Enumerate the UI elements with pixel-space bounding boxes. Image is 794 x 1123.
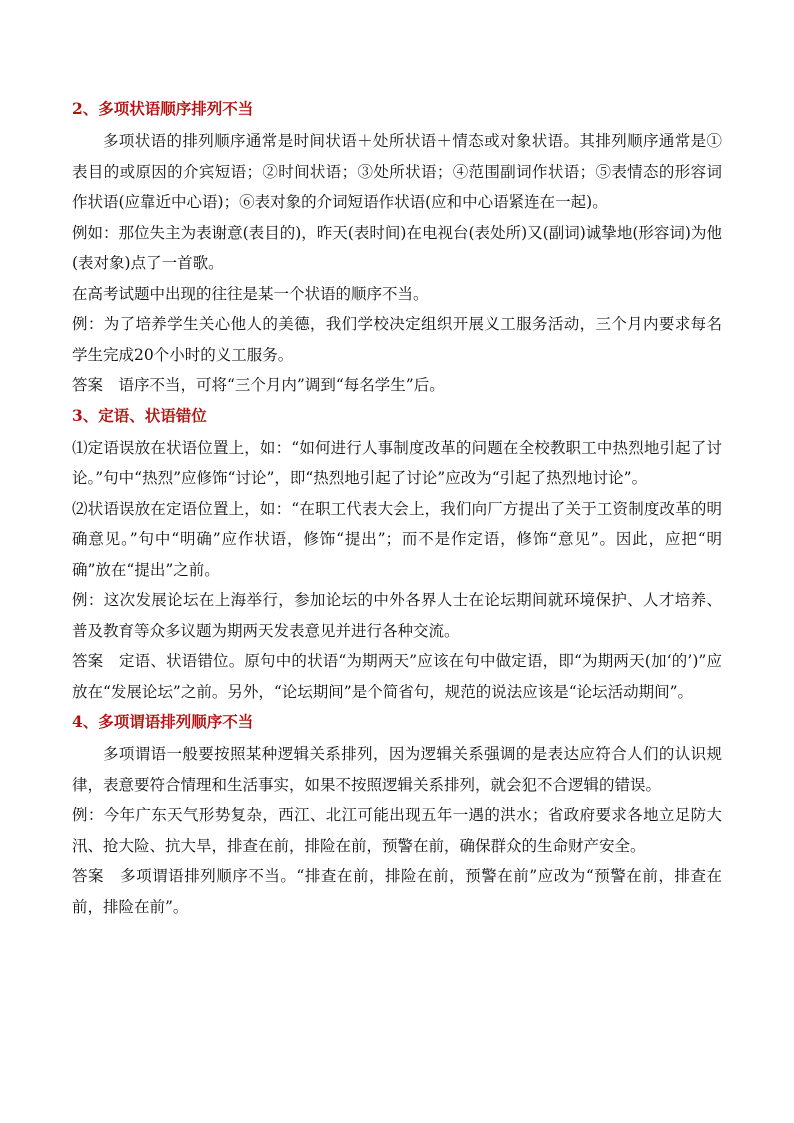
section-3-example: 例：这次发展论坛在上海举行，参加论坛的中外各界人士在论坛期间就环境保护、人才培养、普及教育等众多议题为期两天发表意见并进行各种交流。 (72, 591, 722, 640)
section-4-intro: 多项谓语一般要按照某种逻辑关系排列，因为逻辑关系强调的是表达应符合人们的认识规律，表意要符合情理和生活事实，如果不按照逻辑关系排列，就会犯不合逻辑的错误。 (72, 745, 722, 794)
section-3-point-2: ⑵状语误放在定语位置上，如：“在职工代表大会上，我们向厂方提出了关于工资制度改革的明确意见。”句中“明确”应作状语，修饰“提出”；而不是作定语，修饰“意见”。因此，应把“明确”放在“提出”之前。 (72, 499, 722, 579)
section-4-heading: 4、多项谓语排列顺序不当 (72, 712, 254, 731)
section-2-example-1: 例如：那位失主为表谢意(表目的)，昨天(表时间)在电视台(表处所)又(副词)诚挚地(形容词)为他(表对象)点了一首歌。 (72, 223, 722, 272)
section-2 (72, 96, 722, 401)
section-2-answer: 答案 语序不当，可将“三个月内”调到“每名学生”后。 (72, 376, 445, 394)
document-page (72, 96, 722, 922)
section-4-answer: 答案 多项谓语排列顺序不当。“排查在前，排险在前，预警在前”应改为“预警在前，排查在前，排险在前”。 (72, 867, 722, 916)
section-3-heading: 3、定语、状语错位 (72, 405, 207, 425)
section-4 (72, 709, 722, 922)
section-3-answer: 答案 定语、状语错位。原句中的状语“为期两天”应该在句中做定语，即“为期两天(加‘的’)”应放在“发展论坛”之前。另外，“论坛期间”是个简省句，规范的说法应该是“论坛活动期间”。 (72, 652, 722, 701)
section-2-heading: 2、多项状语顺序排列不当 (72, 99, 254, 118)
section-2-example-2: 例：为了培养学生关心他人的美德，我们学校决定组织开展义工服务活动，三个月内要求每名学生完成20个小时的义工服务。 (72, 315, 722, 364)
section-4-example: 例：今年广东天气形势复杂，西江、北江可能出现五年一遇的洪水；省政府要求各地立足防大汛、抢大险、抗大旱，排查在前，排险在前，预警在前，确保群众的生命财产安全。 (72, 806, 722, 855)
section-3-point-1: ⑴定语误放在状语位置上，如：“如何进行人事制度改革的问题在全校教职工中热烈地引起了讨论。”句中“热烈”应修饰“讨论”，即“热烈地引起了讨论”应改为“引起了热烈地讨论”。 (72, 438, 722, 487)
section-3 (72, 403, 722, 708)
section-2-intro: 多项状语的排列顺序通常是时间状语＋处所状语＋情态或对象状语。其排列顺序通常是①表目的或原因的介宾短语；②时间状语；③处所状语；④范围副词作状语；⑤表情态的形容词作状语(应靠近中心语)；⑥表对象的介词短语作状语(应和中心语紧连在一起)。 (72, 132, 722, 211)
section-2-note: 在高考试题中出现的往往是某一个状语的顺序不当。 (72, 284, 429, 303)
